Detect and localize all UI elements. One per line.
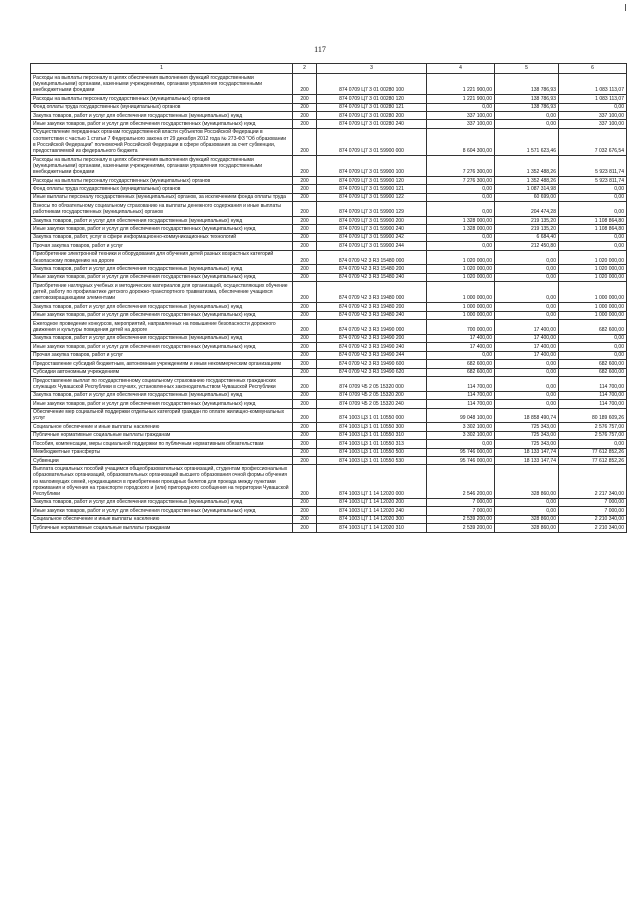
row-executed-amount: 0,00 — [495, 120, 559, 128]
row-classification: 874 0709 Ц7 3 01 00280 200 — [317, 112, 427, 120]
row-code: 200 — [293, 448, 317, 456]
row-name: Иные закупки товаров, работ и услуг для обеспечения государственных (муниципальных) нужд — [31, 400, 293, 408]
row-unexecuted-amount: 0,00 — [559, 440, 627, 448]
row-executed-amount: 138 786,93 — [495, 95, 559, 103]
row-name: Фонд оплаты труда государственных (муниципальных) органов — [31, 185, 293, 193]
table-row — [31, 448, 627, 456]
row-approved-amount: 17 400,00 — [427, 334, 495, 342]
row-code: 200 — [293, 265, 317, 273]
row-name: Фонд оплаты труда государственных (муниципальных) органов — [31, 103, 293, 111]
table-row — [31, 233, 627, 241]
row-code: 200 — [293, 185, 317, 193]
row-unexecuted-amount: 2 576 757,00 — [559, 423, 627, 431]
row-name: Прочая закупка товаров, работ и услуг — [31, 242, 293, 250]
row-unexecuted-amount: 0,00 — [559, 343, 627, 351]
row-unexecuted-amount: 1 020 000,00 — [559, 250, 627, 265]
row-executed-amount: 1 571 623,46 — [495, 128, 559, 155]
row-executed-amount: 17 400,00 — [495, 343, 559, 351]
table-row — [31, 391, 627, 399]
row-code: 200 — [293, 225, 317, 233]
row-unexecuted-amount: 1 108 864,80 — [559, 217, 627, 225]
table-row — [31, 202, 627, 217]
table-row — [31, 408, 627, 423]
row-name: Публичные нормативные социальные выплаты гражданам — [31, 524, 293, 532]
row-executed-amount: 0,00 — [495, 377, 559, 392]
row-classification: 874 0709 Ц7 3 01 59900 122 — [317, 193, 427, 201]
row-name: Закупка товаров, работ и услуг для обеспечения государственных (муниципальных) нужд — [31, 334, 293, 342]
row-approved-amount: 1 000 000,00 — [427, 282, 495, 303]
row-name: Иные закупки товаров, работ и услуг для обеспечения государственных (муниципальных) нужд — [31, 507, 293, 515]
row-classification: 874 0709 Ч2 3 R3 19480 000 — [317, 282, 427, 303]
table-row — [31, 440, 627, 448]
row-executed-amount: 219 135,20 — [495, 217, 559, 225]
row-unexecuted-amount: 0,00 — [559, 185, 627, 193]
row-executed-amount: 0,00 — [495, 507, 559, 515]
row-unexecuted-amount: 0,00 — [559, 202, 627, 217]
row-approved-amount: 1 020 000,00 — [427, 273, 495, 281]
table-row — [31, 193, 627, 201]
row-classification: 874 0709 Ч2 3 R3 19490 240 — [317, 343, 427, 351]
row-executed-amount: 17 400,00 — [495, 320, 559, 335]
row-name: Расходы на выплаты персоналу государственных (муниципальных) органов — [31, 95, 293, 103]
row-name: Прочая закупка товаров, работ и услуг — [31, 351, 293, 359]
row-approved-amount: 114 700,00 — [427, 400, 495, 408]
table-row — [31, 311, 627, 319]
row-code: 200 — [293, 408, 317, 423]
row-unexecuted-amount: 2 217 340,00 — [559, 465, 627, 498]
table-body — [31, 74, 627, 532]
row-name: Субвенции — [31, 457, 293, 465]
row-name: Закупка товаров, работ и услуг для обеспечения государственных (муниципальных) нужд — [31, 391, 293, 399]
table-row — [31, 368, 627, 376]
table-row — [31, 112, 627, 120]
table-row — [31, 343, 627, 351]
row-code: 200 — [293, 74, 317, 95]
row-executed-amount: 0,00 — [495, 265, 559, 273]
table-row — [31, 431, 627, 439]
row-name: Социальное обеспечение и иные выплаты населению — [31, 423, 293, 431]
row-executed-amount: 204 474,28 — [495, 202, 559, 217]
row-approved-amount: 337 100,00 — [427, 112, 495, 120]
row-classification: 874 1003 Ц3 1 01 10550 300 — [317, 423, 427, 431]
row-approved-amount: 99 048 100,00 — [427, 408, 495, 423]
row-classification: 874 0709 Ч5 2 05 15320 200 — [317, 391, 427, 399]
row-executed-amount: 0,00 — [495, 282, 559, 303]
row-name: Взносы по обязательному социальному страхованию на выплаты денежного содержания и иные выплаты работникам государственных (муниципальных) органов — [31, 202, 293, 217]
row-name: Закупка товаров, работ и услуг для обеспечения государственных (муниципальных) нужд — [31, 498, 293, 506]
row-code: 200 — [293, 440, 317, 448]
table-row — [31, 128, 627, 155]
table-row — [31, 334, 627, 342]
table-row — [31, 282, 627, 303]
row-unexecuted-amount: 0,00 — [559, 233, 627, 241]
table-row — [31, 465, 627, 498]
row-unexecuted-amount: 2 210 340,00 — [559, 524, 627, 532]
row-name: Иные закупки товаров, работ и услуг для обеспечения государственных (муниципальных) нужд — [31, 120, 293, 128]
row-executed-amount: 1 087 314,98 — [495, 185, 559, 193]
row-name: Межбюджетные трансферты — [31, 448, 293, 456]
row-classification: 874 0709 Ц7 3 01 00280 121 — [317, 103, 427, 111]
row-executed-amount: 0,00 — [495, 112, 559, 120]
row-approved-amount: 0,00 — [427, 351, 495, 359]
table-row — [31, 423, 627, 431]
table-row — [31, 507, 627, 515]
row-classification: 874 1003 Ц7 1 14 12020 300 — [317, 515, 427, 523]
row-name: Расходы на выплаты персоналу государственных (муниципальных) органов — [31, 177, 293, 185]
row-classification: 874 0709 Ч2 3 R3 19480 200 — [317, 303, 427, 311]
row-classification: 874 1003 Ц3 1 01 10550 500 — [317, 448, 427, 456]
row-approved-amount: 0,00 — [427, 202, 495, 217]
row-code: 200 — [293, 311, 317, 319]
column-header: 6 — [559, 64, 627, 74]
row-unexecuted-amount: 1 083 113,07 — [559, 95, 627, 103]
row-code: 200 — [293, 112, 317, 120]
table-row — [31, 273, 627, 281]
table-row — [31, 103, 627, 111]
row-code: 200 — [293, 334, 317, 342]
row-unexecuted-amount: 1 000 000,00 — [559, 282, 627, 303]
row-unexecuted-amount: 337 100,00 — [559, 120, 627, 128]
row-code: 200 — [293, 282, 317, 303]
row-approved-amount: 17 400,00 — [427, 343, 495, 351]
row-executed-amount: 0,00 — [495, 498, 559, 506]
row-executed-amount: 0,00 — [495, 273, 559, 281]
row-code: 200 — [293, 320, 317, 335]
row-code: 200 — [293, 177, 317, 185]
row-approved-amount: 7 276 300,00 — [427, 156, 495, 177]
row-approved-amount: 0,00 — [427, 185, 495, 193]
row-code: 200 — [293, 498, 317, 506]
row-unexecuted-amount: 77 612 852,26 — [559, 448, 627, 456]
table-header-row — [31, 64, 627, 74]
row-name: Выплата социальных пособий учащимся общеобразовательных организаций, студентам профессиональных образовательных организаций, образовательных организаций высшего образования очной формы обучения из малоимущих семей, нуждающимся в приобретении проездных билетов для проезда между пунктами проживания и обучения на транспорте городского и (или) пригородного сообщения на территории Чувашской Республики — [31, 465, 293, 498]
row-classification: 874 0709 Ц7 3 01 59900 100 — [317, 156, 427, 177]
corner-mark — [625, 4, 626, 11]
row-classification: 874 0709 Ц7 3 01 00280 120 — [317, 95, 427, 103]
row-approved-amount: 0,00 — [427, 233, 495, 241]
row-unexecuted-amount: 682 600,00 — [559, 368, 627, 376]
row-code: 200 — [293, 343, 317, 351]
row-code: 200 — [293, 128, 317, 155]
row-code: 200 — [293, 351, 317, 359]
row-approved-amount: 114 700,00 — [427, 377, 495, 392]
table-row — [31, 524, 627, 532]
row-approved-amount: 337 100,00 — [427, 120, 495, 128]
table-row — [31, 250, 627, 265]
table-row — [31, 120, 627, 128]
row-approved-amount: 700 000,00 — [427, 320, 495, 335]
row-code: 200 — [293, 457, 317, 465]
row-approved-amount: 0,00 — [427, 193, 495, 201]
row-executed-amount: 0,00 — [495, 360, 559, 368]
row-name: Расходы на выплаты персоналу в целях обеспечения выполнения функций государственными (муниципальными) органами, казенными учреждениями, органами управления государственными внебюджетными фондами — [31, 74, 293, 95]
row-executed-amount: 725 343,00 — [495, 423, 559, 431]
row-code: 200 — [293, 360, 317, 368]
row-executed-amount: 328 860,00 — [495, 524, 559, 532]
row-executed-amount: 0,00 — [495, 250, 559, 265]
row-unexecuted-amount: 0,00 — [559, 351, 627, 359]
table-row — [31, 351, 627, 359]
row-executed-amount: 0,00 — [495, 391, 559, 399]
row-unexecuted-amount: 1 108 864,80 — [559, 225, 627, 233]
row-code: 200 — [293, 156, 317, 177]
row-code: 200 — [293, 524, 317, 532]
row-name: Социальное обеспечение и иные выплаты населению — [31, 515, 293, 523]
row-name: Закупка товаров, работ и услуг для обеспечения государственных (муниципальных) нужд — [31, 217, 293, 225]
row-unexecuted-amount: 7 000,00 — [559, 507, 627, 515]
table-row — [31, 217, 627, 225]
row-approved-amount: 2 539 200,00 — [427, 524, 495, 532]
table-row — [31, 377, 627, 392]
row-classification: 874 0709 Ц7 3 01 59900 129 — [317, 202, 427, 217]
row-code: 200 — [293, 507, 317, 515]
row-classification: 874 0709 Ц7 3 01 59900 200 — [317, 217, 427, 225]
row-code: 200 — [293, 368, 317, 376]
row-executed-amount: 17 400,00 — [495, 334, 559, 342]
budget-execution-table — [30, 63, 627, 533]
row-name: Иные закупки товаров, работ и услуг для обеспечения государственных (муниципальных) нужд — [31, 273, 293, 281]
row-approved-amount: 8 604 300,00 — [427, 128, 495, 155]
row-code: 200 — [293, 193, 317, 201]
row-classification: 874 0709 Ч5 2 05 15320 000 — [317, 377, 427, 392]
row-classification: 874 0709 Ч2 3 R3 15480 240 — [317, 273, 427, 281]
table-row — [31, 156, 627, 177]
row-approved-amount: 114 700,00 — [427, 391, 495, 399]
row-executed-amount: 18 133 147,74 — [495, 457, 559, 465]
row-classification: 874 0709 Ц7 3 01 00280 240 — [317, 120, 427, 128]
row-name: Иные закупки товаров, работ и услуг для обеспечения государственных (муниципальных) нужд — [31, 225, 293, 233]
row-unexecuted-amount: 0,00 — [559, 103, 627, 111]
row-approved-amount: 3 302 100,00 — [427, 431, 495, 439]
row-code: 200 — [293, 233, 317, 241]
row-name: Расходы на выплаты персоналу в целях обеспечения выполнения функций государственными (муниципальными) органами, казенными учреждениями, органами управления государственными внебюджетными фондами — [31, 156, 293, 177]
row-unexecuted-amount: 1 020 000,00 — [559, 265, 627, 273]
table-row — [31, 400, 627, 408]
row-approved-amount: 1 221 900,00 — [427, 95, 495, 103]
table-row — [31, 177, 627, 185]
row-code: 200 — [293, 120, 317, 128]
row-unexecuted-amount: 1 020 000,00 — [559, 273, 627, 281]
row-unexecuted-amount: 5 923 811,74 — [559, 177, 627, 185]
table-row — [31, 515, 627, 523]
row-classification: 874 0709 Ч2 3 R3 19480 240 — [317, 311, 427, 319]
row-code: 200 — [293, 515, 317, 523]
row-name: Закупка товаров, работ и услуг для обеспечения государственных (муниципальных) нужд — [31, 112, 293, 120]
table-row — [31, 303, 627, 311]
row-name: Иные выплаты персоналу государственных (муниципальных) органов, за исключением фонда оплаты труда — [31, 193, 293, 201]
row-approved-amount: 95 746 000,00 — [427, 448, 495, 456]
row-classification: 874 0709 Ч2 3 R3 15480 200 — [317, 265, 427, 273]
table-row — [31, 185, 627, 193]
row-classification: 874 1003 Ц7 1 14 12020 200 — [317, 498, 427, 506]
row-name: Закупка товаров, работ и услуг для обеспечения государственных (муниципальных) нужд — [31, 265, 293, 273]
row-executed-amount: 725 343,00 — [495, 431, 559, 439]
row-name: Иные закупки товаров, работ и услуг для обеспечения государственных (муниципальных) нужд — [31, 311, 293, 319]
row-classification: 874 0709 Ч2 3 R3 19490 000 — [317, 320, 427, 335]
row-executed-amount: 1 352 488,26 — [495, 177, 559, 185]
row-classification: 874 1003 Ц7 1 14 12020 000 — [317, 465, 427, 498]
row-classification: 874 1003 Ц3 1 01 10550 530 — [317, 457, 427, 465]
row-name: Публичные нормативные социальные выплаты гражданам — [31, 431, 293, 439]
row-unexecuted-amount: 682 600,00 — [559, 360, 627, 368]
table-row — [31, 360, 627, 368]
row-unexecuted-amount: 1 000 000,00 — [559, 311, 627, 319]
row-classification: 874 0709 Ц7 3 01 00280 100 — [317, 74, 427, 95]
row-executed-amount: 328 860,00 — [495, 515, 559, 523]
row-name: Осуществление переданных органам государственной власти субъектов Российской Федерации в соответствии с частью 1 статьи 7 Федерального закона от 29 декабря 2012 года № 273-ФЗ "Об образовании в Российской Федерации" полномочий Российской Федерации в сфере образования за счет субвенции, предоставляемой из федерального бюджета — [31, 128, 293, 155]
row-approved-amount: 2 546 200,00 — [427, 465, 495, 498]
row-approved-amount: 1 221 900,00 — [427, 74, 495, 95]
table-row — [31, 225, 627, 233]
row-unexecuted-amount: 2 210 340,00 — [559, 515, 627, 523]
row-classification: 874 1003 Ц3 1 01 10550 310 — [317, 431, 427, 439]
row-executed-amount: 60 699,00 — [495, 193, 559, 201]
row-executed-amount: 138 786,93 — [495, 103, 559, 111]
row-approved-amount: 0,00 — [427, 103, 495, 111]
table-row — [31, 457, 627, 465]
row-approved-amount: 3 302 100,00 — [427, 423, 495, 431]
row-classification: 874 1003 Ц7 1 14 12020 240 — [317, 507, 427, 515]
row-code: 200 — [293, 242, 317, 250]
row-name: Пособия, компенсации, меры социальной поддержки по публичным нормативным обязательствам — [31, 440, 293, 448]
row-name: Приобретение наглядных учебных и методических материалов для организаций, осуществляющих обучение детей, работу по профилактике детского дорожно-транспортного травматизма, обеспечение учащихся световозвращающими элементами — [31, 282, 293, 303]
row-approved-amount: 1 000 000,00 — [427, 311, 495, 319]
row-code: 200 — [293, 423, 317, 431]
row-executed-amount: 0,00 — [495, 311, 559, 319]
row-classification: 874 0709 Ч2 3 R3 19490 244 — [317, 351, 427, 359]
column-header: 5 — [495, 64, 559, 74]
row-classification: 874 0709 Ч2 3 R3 15480 000 — [317, 250, 427, 265]
row-name: Обеспечение мер социальной поддержки отдельных категорий граждан по оплате жилищно-коммунальных услуг — [31, 408, 293, 423]
column-header: 3 — [317, 64, 427, 74]
row-code: 200 — [293, 431, 317, 439]
row-classification: 874 0709 Ч2 3 R3 19490 620 — [317, 368, 427, 376]
row-name: Закупка товаров, работ, услуг в сфере информационно-коммуникационных технологий — [31, 233, 293, 241]
row-executed-amount: 0,00 — [495, 303, 559, 311]
row-approved-amount: 1 328 000,00 — [427, 217, 495, 225]
page-number: 117 — [314, 45, 326, 54]
table-row — [31, 95, 627, 103]
row-approved-amount: 95 746 000,00 — [427, 457, 495, 465]
row-executed-amount: 0,00 — [495, 368, 559, 376]
row-unexecuted-amount: 337 100,00 — [559, 112, 627, 120]
row-approved-amount: 7 000,00 — [427, 507, 495, 515]
row-unexecuted-amount: 2 576 757,00 — [559, 431, 627, 439]
row-approved-amount: 2 539 200,00 — [427, 515, 495, 523]
column-header: 2 — [293, 64, 317, 74]
row-name: Предоставление субсидий бюджетным, автономным учреждениям и иным некоммерческим организациям — [31, 360, 293, 368]
row-unexecuted-amount: 7 000,00 — [559, 498, 627, 506]
row-approved-amount: 0,00 — [427, 242, 495, 250]
row-approved-amount: 1 000 000,00 — [427, 303, 495, 311]
row-unexecuted-amount: 0,00 — [559, 334, 627, 342]
row-executed-amount: 328 860,00 — [495, 465, 559, 498]
row-classification: 874 1003 Ц3 1 01 10550 313 — [317, 440, 427, 448]
row-executed-amount: 18 133 147,74 — [495, 448, 559, 456]
table-row — [31, 265, 627, 273]
row-unexecuted-amount: 1 000 000,00 — [559, 303, 627, 311]
row-code: 200 — [293, 217, 317, 225]
row-executed-amount: 18 858 490,74 — [495, 408, 559, 423]
row-unexecuted-amount: 7 032 676,54 — [559, 128, 627, 155]
row-classification: 874 0709 Ч2 3 R3 19490 200 — [317, 334, 427, 342]
row-unexecuted-amount: 0,00 — [559, 193, 627, 201]
row-code: 200 — [293, 465, 317, 498]
row-classification: 874 0709 Ц7 3 01 59900 244 — [317, 242, 427, 250]
row-classification: 874 0709 Ц7 3 01 59900 120 — [317, 177, 427, 185]
row-unexecuted-amount: 114 700,00 — [559, 400, 627, 408]
row-unexecuted-amount: 80 189 609,26 — [559, 408, 627, 423]
row-unexecuted-amount: 0,00 — [559, 242, 627, 250]
row-classification: 874 0709 Ч5 2 05 15320 240 — [317, 400, 427, 408]
row-classification: 874 1003 Ц3 1 01 10550 000 — [317, 408, 427, 423]
row-executed-amount: 725 343,00 — [495, 440, 559, 448]
row-approved-amount: 1 020 000,00 — [427, 250, 495, 265]
row-code: 200 — [293, 250, 317, 265]
row-name: Предоставление выплат по государственному социальному страхованию государственных гражданских служащих Чувашской Республики в случаях, установленных законодательством Чувашской Республики — [31, 377, 293, 392]
row-name: Субсидии автономным учреждениям — [31, 368, 293, 376]
row-approved-amount: 7 000,00 — [427, 498, 495, 506]
row-name: Приобретение электронной техники и оборудования для обучения детей разных возрастных категорий безопасному поведению на дороге — [31, 250, 293, 265]
row-classification: 874 0709 Ч2 3 R3 19490 600 — [317, 360, 427, 368]
row-unexecuted-amount: 77 612 852,26 — [559, 457, 627, 465]
row-classification: 874 0709 Ц7 3 01 59900 240 — [317, 225, 427, 233]
row-classification: 874 0709 Ц7 3 01 59900 242 — [317, 233, 427, 241]
row-executed-amount: 212 450,80 — [495, 242, 559, 250]
column-header: 1 — [31, 64, 293, 74]
table-row — [31, 242, 627, 250]
row-approved-amount: 7 276 300,00 — [427, 177, 495, 185]
row-code: 200 — [293, 202, 317, 217]
row-unexecuted-amount: 5 923 811,74 — [559, 156, 627, 177]
row-unexecuted-amount: 682 600,00 — [559, 320, 627, 335]
row-approved-amount: 682 600,00 — [427, 368, 495, 376]
row-classification: 874 0709 Ц7 3 01 59900 000 — [317, 128, 427, 155]
row-code: 200 — [293, 273, 317, 281]
row-code: 200 — [293, 303, 317, 311]
row-name: Ежегодное проведение конкурсов, мероприятий, направленных на повышение безопасности дорожного движения и культуры поведения детей на дороге — [31, 320, 293, 335]
row-classification: 874 1003 Ц7 1 14 12020 310 — [317, 524, 427, 532]
row-name: Иные закупки товаров, работ и услуг для обеспечения государственных (муниципальных) нужд — [31, 343, 293, 351]
row-executed-amount: 17 400,00 — [495, 351, 559, 359]
row-executed-amount: 6 684,40 — [495, 233, 559, 241]
table-row — [31, 74, 627, 95]
column-header: 4 — [427, 64, 495, 74]
row-code: 200 — [293, 103, 317, 111]
table-row — [31, 498, 627, 506]
row-code: 200 — [293, 95, 317, 103]
row-approved-amount: 682 600,00 — [427, 360, 495, 368]
row-code: 200 — [293, 377, 317, 392]
row-executed-amount: 1 352 488,26 — [495, 156, 559, 177]
row-code: 200 — [293, 400, 317, 408]
row-classification: 874 0709 Ц7 3 01 59900 121 — [317, 185, 427, 193]
row-unexecuted-amount: 1 083 113,07 — [559, 74, 627, 95]
row-executed-amount: 138 786,93 — [495, 74, 559, 95]
row-executed-amount: 219 135,20 — [495, 225, 559, 233]
row-name: Закупка товаров, работ и услуг для обеспечения государственных (муниципальных) нужд — [31, 303, 293, 311]
row-approved-amount: 1 020 000,00 — [427, 265, 495, 273]
row-unexecuted-amount: 114 700,00 — [559, 377, 627, 392]
table-row — [31, 320, 627, 335]
row-code: 200 — [293, 391, 317, 399]
row-approved-amount: 0,00 — [427, 440, 495, 448]
row-unexecuted-amount: 114 700,00 — [559, 391, 627, 399]
row-approved-amount: 1 328 000,00 — [427, 225, 495, 233]
row-executed-amount: 0,00 — [495, 400, 559, 408]
